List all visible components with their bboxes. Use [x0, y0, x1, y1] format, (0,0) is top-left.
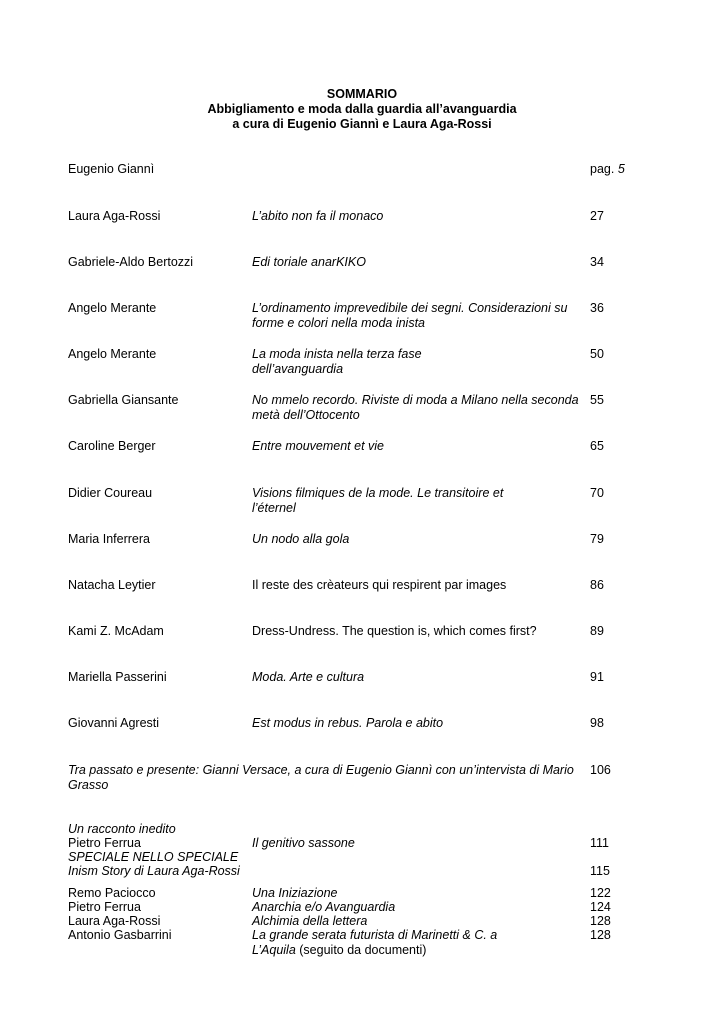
page-number: 5 — [617, 162, 625, 176]
page-prefix: pag. — [590, 162, 615, 176]
entry-author: Antonio Gasbarrini — [68, 928, 172, 942]
entry-page: 50 — [590, 347, 604, 361]
toc-header — [0, 87, 724, 132]
entry-author: Angelo Merante — [68, 347, 157, 361]
entry-author: Giovanni Agresti — [68, 716, 160, 730]
entry-title-line1: La grande serata futurista di Marinetti & C. a — [252, 928, 498, 942]
entry-title: L’ordinamento imprevedibile dei segni. Considerazioni su forme e colori nella moda inista — [252, 301, 568, 330]
entry-page: 124 — [590, 900, 611, 914]
entry-title: Anarchia e/o Avanguardia — [252, 900, 396, 914]
entry-title: Edi toriale anarKIKO — [252, 255, 366, 269]
entry-author: Laura Aga-Rossi — [68, 209, 161, 223]
entry-author: Remo Paciocco — [68, 886, 156, 900]
entry-page: 27 — [590, 209, 604, 223]
entry-author: Didier Coureau — [68, 486, 153, 500]
entry-page: 36 — [590, 301, 604, 315]
entry-title-place: L’Aquila — [252, 943, 296, 957]
entry-author: Eugenio Giannì — [68, 162, 155, 176]
entry-page: 128 — [590, 914, 611, 928]
volume-title: Abbigliamento e moda dalla guardia all’avanguardia — [207, 102, 517, 116]
entry-title — [252, 928, 582, 958]
entry-title: Il genitivo sassone — [252, 836, 355, 850]
entry-title: La moda inista nella terza fase dell’avanguardia — [252, 347, 422, 376]
entry-page: 55 — [590, 393, 604, 407]
entry-page: 111 — [590, 836, 610, 850]
entry-author: Gabriella Giansante — [68, 393, 179, 407]
entry-page: 115 — [590, 864, 610, 878]
volume-editors: a cura di Eugenio Giannì e Laura Aga-Rossi — [232, 117, 492, 131]
entry-author: Natacha Leytier — [68, 578, 156, 592]
entry-page: 34 — [590, 255, 604, 269]
entry-author: Mariella Passerini — [68, 670, 167, 684]
entry-title: Entre mouvement et vie — [252, 439, 385, 453]
entry-title: Dress-Undress. The question is, which comes first? — [252, 624, 537, 638]
entry-page: 98 — [590, 716, 604, 730]
entry-page: 86 — [590, 578, 604, 592]
entry-page: 79 — [590, 532, 604, 546]
toc-heading: SOMMARIO — [326, 87, 398, 101]
entry-author: Gabriele-Aldo Bertozzi — [68, 255, 194, 269]
entry-author: Pietro Ferrua — [68, 836, 141, 850]
entry-page: 106 — [590, 763, 611, 777]
inedito-label: Un racconto inedito — [68, 822, 176, 836]
entry-author: Angelo Merante — [68, 301, 157, 315]
entry-title: Alchimia della lettera — [252, 914, 368, 928]
entry-page: 89 — [590, 624, 604, 638]
entry-title: No mmelo recordo. Riviste di moda a Milano nella seconda metà dell’Ottocento — [252, 393, 579, 422]
speciale-heading: SPECIALE NELLO SPECIALE — [68, 850, 239, 864]
entry-author: Kami Z. McAdam — [68, 624, 164, 638]
entry-title: L’abito non fa il monaco — [252, 209, 384, 223]
entry-author: Pietro Ferrua — [68, 900, 141, 914]
entry-page: 65 — [590, 439, 604, 453]
entry-title: Il reste des crèateurs qui respirent par images — [252, 578, 507, 592]
entry-page: 122 — [590, 886, 611, 900]
entry-title-suffix: (seguito da documenti) — [295, 943, 427, 957]
entry-title: Un nodo alla gola — [252, 532, 350, 546]
entry-title: Inism Story di Laura Aga-Rossi — [68, 864, 240, 878]
entry-author: Caroline Berger — [68, 439, 156, 453]
entry-title: Visions filmiques de la mode. Le transitoire et l’éternel — [252, 486, 504, 515]
entry-author: Maria Inferrera — [68, 532, 150, 546]
entry-page: 70 — [590, 486, 604, 500]
entry-page: 128 — [590, 928, 611, 942]
entry-title: Moda. Arte e cultura — [252, 670, 365, 684]
entry-author: Laura Aga-Rossi — [68, 914, 161, 928]
entry-page — [590, 162, 660, 177]
entry-page: 91 — [590, 670, 604, 684]
entry-title: Est modus in rebus. Parola e abito — [252, 716, 444, 730]
entry-title: Una Iniziazione — [252, 886, 338, 900]
entry-title: Tra passato e presente: Gianni Versace, a cura di Eugenio Giannì con un’intervista di Mario Grasso — [68, 763, 574, 792]
